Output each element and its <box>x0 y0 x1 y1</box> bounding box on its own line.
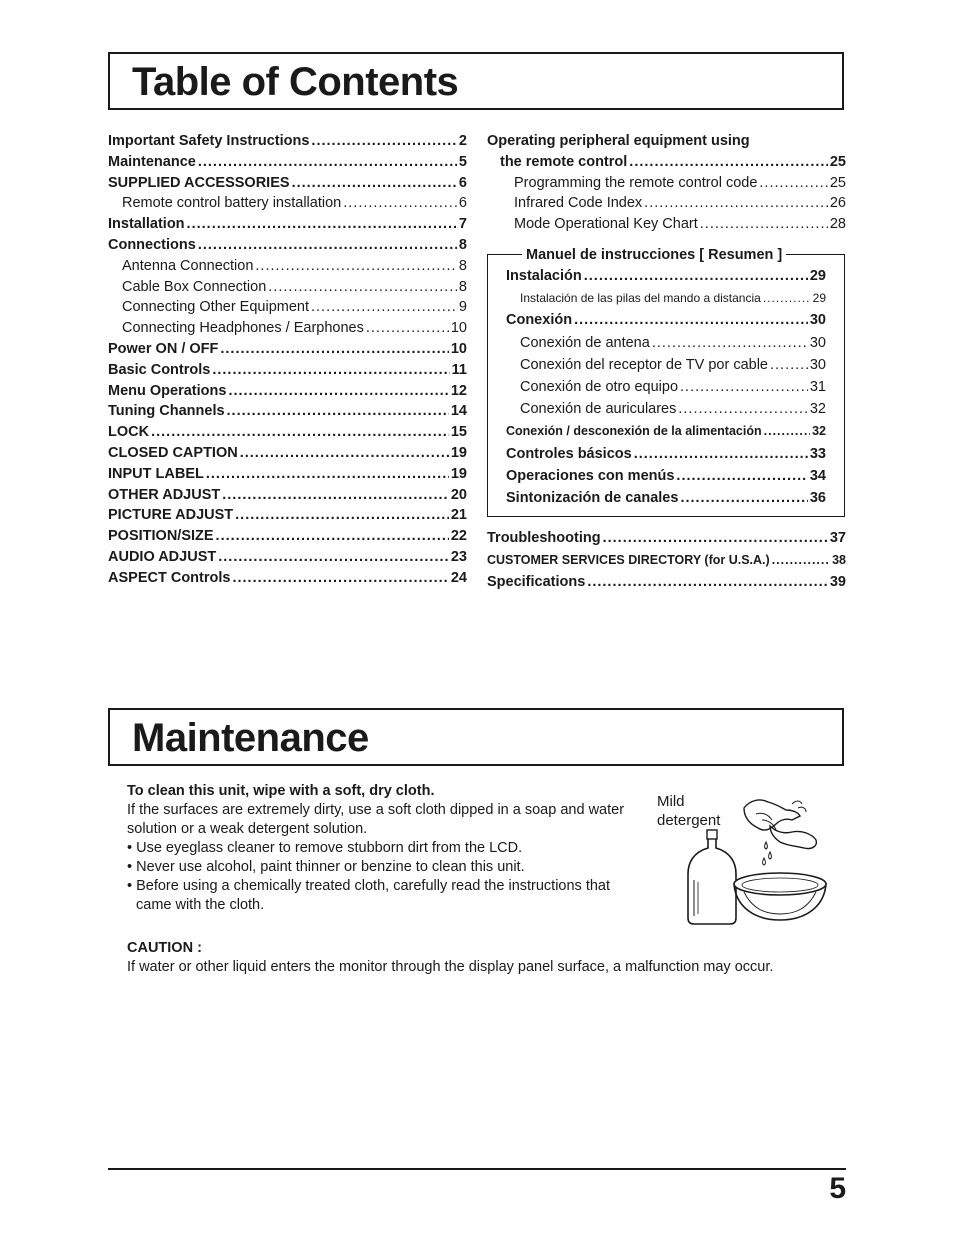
toc-entry-page: 5 <box>458 153 467 170</box>
toc-entry-page: 32 <box>809 401 826 418</box>
toc-entry <box>108 193 467 214</box>
toc-leader-dots <box>764 420 810 442</box>
toc-leader-dots <box>644 193 828 214</box>
toc-title: Table of Contents <box>132 60 459 104</box>
toc-leader-dots <box>311 131 457 152</box>
toc-entry-page: 10 <box>450 320 467 337</box>
toc-entry <box>108 318 467 339</box>
toc-entry <box>108 152 467 173</box>
toc-leader-dots <box>700 214 828 235</box>
footer-divider <box>108 1168 846 1170</box>
toc-leader-dots <box>574 309 808 331</box>
toc-leader-dots <box>212 360 449 381</box>
detergent-illustration <box>652 790 836 930</box>
toc-entry-title: Instalación de las pilas del mando a distancia <box>520 291 761 306</box>
toc-entry <box>108 505 467 526</box>
toc-entry <box>108 297 467 318</box>
maintenance-bullet: • Use eyeglass cleaner to remove stubborn dirt from the LCD. <box>127 840 523 856</box>
toc-entry <box>506 354 826 376</box>
toc-entry <box>108 277 467 298</box>
toc-leader-dots <box>634 443 808 465</box>
maintenance-title: Maintenance <box>132 716 369 760</box>
toc-entry <box>506 420 826 442</box>
resumen-list <box>506 265 826 509</box>
toc-leader-dots <box>366 318 449 339</box>
toc-entry-title: Conexión del receptor de TV por cable <box>520 356 768 373</box>
toc-entry-title: Installation <box>108 216 185 233</box>
toc-entry <box>108 464 467 485</box>
toc-leader-dots <box>584 265 808 287</box>
toc-entry-page: 36 <box>809 489 826 506</box>
toc-leader-dots <box>232 568 448 589</box>
toc-entry-title: PICTURE ADJUST <box>108 507 234 524</box>
toc-entry-page: 6 <box>458 195 467 212</box>
toc-entry <box>108 568 467 589</box>
toc-leader-dots <box>218 547 449 568</box>
page-number: 5 <box>829 1172 846 1205</box>
toc-entry-title: Conexión de auriculares <box>520 401 677 418</box>
toc-leader-dots <box>772 549 830 571</box>
toc-entry <box>108 339 467 360</box>
toc-entry-title: OTHER ADJUST <box>108 486 221 503</box>
toc-entry-page: 12 <box>450 382 467 399</box>
toc-entry-title: Operaciones con menús <box>506 467 675 484</box>
toc-entry-page: 21 <box>450 507 467 524</box>
toc-leader-dots <box>759 173 827 194</box>
toc-entry <box>108 235 467 256</box>
maintenance-body: If the surfaces are extremely dirty, use a soft cloth dipped in a soap and water solution or a weak detergent solution. <box>127 802 625 837</box>
toc-entry-page: 20 <box>450 486 467 503</box>
toc-entry-page: 25 <box>829 153 846 170</box>
toc-entry-title: Menu Operations <box>108 382 227 399</box>
caution-section <box>127 939 847 977</box>
toc-leader-dots <box>629 152 828 173</box>
toc-leader-dots <box>228 381 448 402</box>
toc-entry-title: Programming the remote control code <box>514 174 758 191</box>
toc-entry <box>500 173 846 194</box>
toc-leader-dots <box>222 485 449 506</box>
toc-entry-title: Tuning Channels <box>108 403 225 420</box>
toc-entry-title: SUPPLIED ACCESSORIES <box>108 174 290 191</box>
toc-entry-page: 22 <box>450 528 467 545</box>
toc-leader-dots <box>198 152 457 173</box>
maintenance-text <box>127 782 647 915</box>
toc-entry <box>487 527 846 549</box>
resumen-title: Manuel de instrucciones [ Resumen ] <box>522 245 786 265</box>
toc-entry-page: 28 <box>829 216 846 233</box>
toc-right-bottom <box>487 527 846 594</box>
toc-entry-title: INPUT LABEL <box>108 465 204 482</box>
toc-entry-page: 38 <box>832 553 846 568</box>
toc-entry-page: 10 <box>450 340 467 357</box>
toc-leader-dots <box>227 401 449 422</box>
toc-entry-title: Antenna Connection <box>122 257 254 274</box>
toc-entry-page: 31 <box>809 378 826 395</box>
toc-entry-page: 9 <box>458 299 467 316</box>
toc-entry-page: 8 <box>458 278 467 295</box>
toc-entry <box>506 376 826 398</box>
toc-entry <box>487 549 846 571</box>
toc-title-box <box>108 52 844 110</box>
toc-entry <box>500 193 846 214</box>
toc-leader-dots <box>676 465 807 487</box>
toc-entry-page: 19 <box>450 444 467 461</box>
toc-entry <box>500 152 846 173</box>
toc-entry-page: 2 <box>458 133 467 149</box>
toc-heading-peripheral: Operating peripheral equipment using <box>487 133 750 149</box>
toc-entry-title: POSITION/SIZE <box>108 528 214 545</box>
toc-leader-dots <box>770 354 808 376</box>
toc-leader-dots <box>187 214 457 235</box>
toc-entry-title: AUDIO ADJUST <box>108 548 217 565</box>
toc-entry <box>487 571 846 593</box>
toc-entry-page: 15 <box>450 424 467 441</box>
toc-right-column <box>487 131 846 235</box>
toc-entry <box>108 401 467 422</box>
toc-leader-dots <box>678 398 807 420</box>
toc-entry <box>506 309 826 331</box>
toc-entry-title: Remote control battery installation <box>122 195 342 212</box>
toc-entry <box>506 265 826 287</box>
toc-entry <box>108 547 467 568</box>
mild-detergent-label: Mild detergent <box>657 793 721 829</box>
toc-entry-title: Conexión / desconexión de la alimentación <box>506 424 762 439</box>
toc-entry <box>108 214 467 235</box>
toc-entry <box>506 487 826 509</box>
toc-entry <box>108 256 467 277</box>
toc-leader-dots <box>652 332 808 354</box>
toc-leader-dots <box>680 376 808 398</box>
toc-entry-page: 14 <box>450 403 467 420</box>
toc-entry-page: 11 <box>451 361 467 378</box>
toc-entry-page: 32 <box>812 424 826 439</box>
toc-entry-page: 39 <box>829 574 846 591</box>
toc-entry-title: the remote control <box>500 153 628 170</box>
toc-entry-page: 8 <box>458 236 467 253</box>
toc-leader-dots <box>255 256 457 277</box>
toc-entry-page: 29 <box>812 291 826 306</box>
toc-entry-title: LOCK <box>108 424 150 441</box>
toc-leader-dots <box>763 287 811 309</box>
toc-entry-title: Controles básicos <box>506 445 632 462</box>
toc-entry-title: Mode Operational Key Chart <box>514 216 698 233</box>
toc-entry <box>500 214 846 235</box>
toc-entry-page: 25 <box>829 174 846 191</box>
toc-entry-title: Conexión <box>506 312 573 329</box>
toc-entry-page: 33 <box>809 445 826 462</box>
resumen-box <box>487 247 845 517</box>
toc-entry <box>506 287 826 309</box>
toc-entry-page: 29 <box>809 268 826 284</box>
toc-entry <box>108 131 467 152</box>
toc-entry-title: Conexión de otro equipo <box>520 378 679 395</box>
toc-leader-dots <box>198 235 457 256</box>
toc-entry-page: 26 <box>829 195 846 212</box>
toc-entry <box>506 398 826 420</box>
toc-entry-page: 30 <box>809 334 826 351</box>
toc-entry <box>108 360 467 381</box>
toc-entry-page: 37 <box>829 530 846 546</box>
toc-leader-dots <box>235 505 449 526</box>
toc-entry-page: 30 <box>809 356 826 373</box>
toc-entry-page: 19 <box>450 465 467 482</box>
toc-entry-title: Connecting Headphones / Earphones <box>122 320 364 337</box>
toc-entry <box>108 422 467 443</box>
toc-leader-dots <box>151 422 449 443</box>
toc-entry <box>108 443 467 464</box>
caution-text: If water or other liquid enters the monitor through the display panel surface, a malfunction may occur. <box>127 959 774 975</box>
toc-left-column <box>108 131 467 589</box>
toc-entry <box>506 465 826 487</box>
toc-entry <box>506 332 826 354</box>
toc-entry-page: 8 <box>458 257 467 274</box>
toc-leader-dots <box>343 193 457 214</box>
toc-entry-title: Infrared Code Index <box>514 195 643 212</box>
maintenance-bullet: • Before using a chemically treated cloth, carefully read the instructions that came with the cloth. <box>127 878 611 913</box>
toc-entry-title: Power ON / OFF <box>108 340 219 357</box>
toc-entry-title: Basic Controls <box>108 361 211 378</box>
toc-entry-page: 7 <box>458 216 467 233</box>
toc-entry <box>506 443 826 465</box>
toc-leader-dots <box>220 339 448 360</box>
toc-entry-title: Specifications <box>487 574 586 591</box>
toc-entry-title: ASPECT Controls <box>108 569 231 586</box>
toc-entry-title: Connecting Other Equipment <box>122 299 309 316</box>
toc-entry-title: Conexión de antena <box>520 334 650 351</box>
toc-entry-title: Maintenance <box>108 153 196 170</box>
toc-entry-title: CLOSED CAPTION <box>108 444 238 461</box>
toc-leader-dots <box>268 277 457 298</box>
toc-entry-page: 6 <box>458 174 467 191</box>
toc-entry-title: Cable Box Connection <box>122 278 267 295</box>
maintenance-lead: To clean this unit, wipe with a soft, dry cloth. <box>127 783 435 799</box>
toc-leader-dots <box>311 297 457 318</box>
toc-entry-title: Sintonización de canales <box>506 489 679 506</box>
toc-leader-dots <box>587 571 828 593</box>
toc-leader-dots <box>206 464 449 485</box>
toc-entry <box>108 173 467 194</box>
toc-entry <box>108 485 467 506</box>
toc-entry-title: CUSTOMER SERVICES DIRECTORY (for U.S.A.) <box>487 553 770 568</box>
toc-entry <box>108 381 467 402</box>
toc-leader-dots <box>292 173 457 194</box>
toc-entry-title: Connections <box>108 236 196 253</box>
maintenance-title-box <box>108 708 844 766</box>
toc-entry <box>108 526 467 547</box>
maintenance-bullet: • Never use alcohol, paint thinner or benzine to clean this unit. <box>127 859 525 875</box>
toc-entry-title: Troubleshooting <box>487 530 601 546</box>
toc-entry-title: Instalación <box>506 268 582 284</box>
toc-entry-page: 34 <box>809 467 826 484</box>
caution-label: CAUTION : <box>127 940 202 956</box>
toc-leader-dots <box>240 443 449 464</box>
toc-entry-title: Important Safety Instructions <box>108 133 310 149</box>
toc-entry-page: 24 <box>450 569 467 586</box>
toc-leader-dots <box>216 526 449 547</box>
toc-entry-page: 23 <box>450 548 467 565</box>
toc-entry-page: 30 <box>809 312 826 329</box>
toc-leader-dots <box>680 487 807 509</box>
toc-leader-dots <box>603 527 828 549</box>
